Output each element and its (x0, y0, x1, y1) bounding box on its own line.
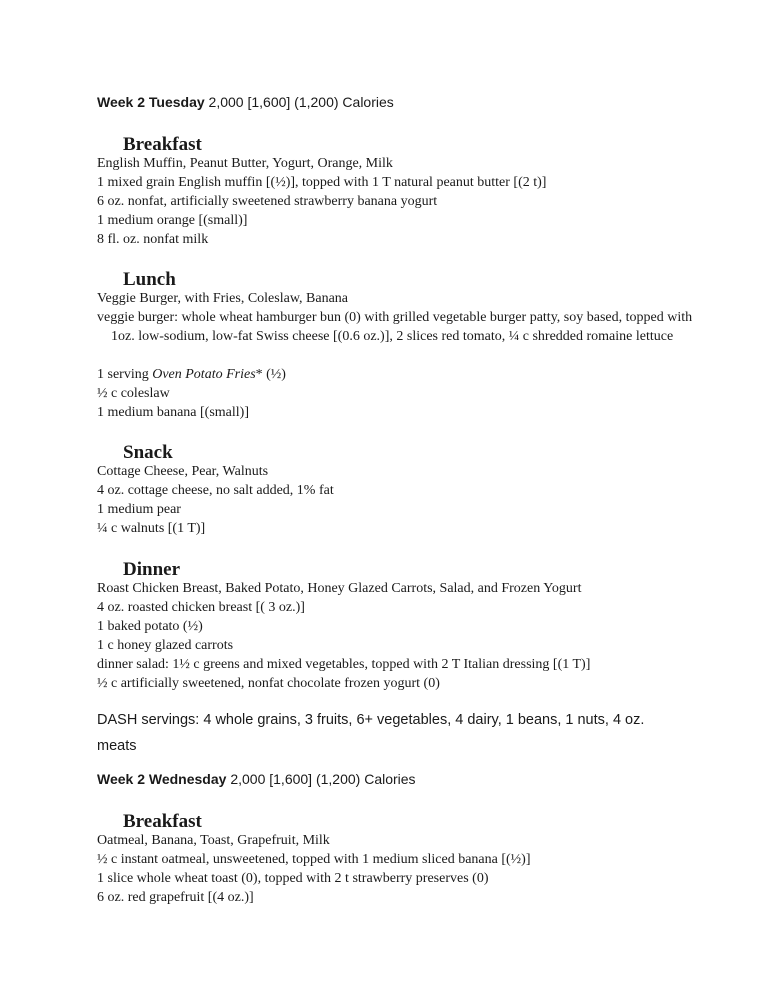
food-item: 6 oz. red grapefruit [(4 oz.)] (97, 890, 254, 905)
fries-suffix: * (½) (255, 367, 286, 382)
meal-summary: Veggie Burger, with Fries, Coleslaw, Banana (97, 291, 349, 306)
food-item: 1 mixed grain English muffin [(½)], topped with 1 T natural peanut butter [(2 t)] (97, 175, 547, 190)
food-item: 4 oz. cottage cheese, no salt added, 1% fat (97, 483, 334, 498)
food-item: ½ c coleslaw (97, 386, 170, 401)
dash-servings: DASH servings: 4 whole grains, 3 fruits, 6+ vegetables, 4 dairy, 1 beans, 1 nuts, 4 oz. meats (97, 712, 645, 754)
day-title: Week 2 Tuesday (97, 94, 205, 110)
food-item: 1 medium pear (97, 502, 181, 517)
meal-title-breakfast: Breakfast (123, 134, 202, 155)
food-item-fries (97, 365, 687, 384)
food-item: 1 medium banana [(small)] (97, 405, 250, 420)
food-item: ½ c instant oatmeal, unsweetened, topped with 1 medium sliced banana [(½)] (97, 852, 531, 867)
recipe-name: Oven Potato Fries (152, 367, 256, 382)
fries-prefix: 1 serving (97, 367, 153, 382)
food-item: 1 slice whole wheat toast (0), topped with 2 t strawberry preserves (0) (97, 871, 489, 886)
food-item: ½ c artificially sweetened, nonfat chocolate frozen yogurt (0) (97, 676, 440, 691)
meal-title-snack: Snack (123, 442, 173, 463)
day-header-wednesday (97, 770, 416, 788)
meal-title-lunch: Lunch (123, 269, 176, 290)
food-item: ¼ c walnuts [(1 T)] (97, 521, 206, 536)
food-item: 1 baked potato (½) (97, 619, 203, 634)
food-item: 1 c honey glazed carrots (97, 638, 234, 653)
food-item: 1 medium orange [(small)] (97, 213, 248, 228)
meal-summary: Oatmeal, Banana, Toast, Grapefruit, Milk (97, 833, 330, 848)
food-item: 8 fl. oz. nonfat milk (97, 232, 209, 247)
meal-title-breakfast: Breakfast (123, 811, 202, 832)
meal-title-dinner: Dinner (123, 559, 180, 580)
meal-summary: Cottage Cheese, Pear, Walnuts (97, 464, 269, 479)
food-item: veggie burger: whole wheat hamburger bun (0) with grilled vegetable burger patty, soy based, topped with 1oz. low-sodium, low-fat Swiss cheese [(0.6 oz.)], 2 slices red tomato, ¼ c shredded romaine lettuce (97, 310, 693, 344)
meal-summary: English Muffin, Peanut Butter, Yogurt, Orange, Milk (97, 156, 393, 171)
food-item: 4 oz. roasted chicken breast [( 3 oz.)] (97, 600, 305, 615)
meal-summary: Roast Chicken Breast, Baked Potato, Honey Glazed Carrots, Salad, and Frozen Yogurt (97, 581, 582, 596)
calorie-levels: 2,000 [1,600] (1,200) Calories (226, 771, 416, 787)
day-title: Week 2 Wednesday (97, 771, 227, 787)
food-item: 6 oz. nonfat, artificially sweetened strawberry banana yogurt (97, 194, 438, 209)
food-item: dinner salad: 1½ c greens and mixed vegetables, topped with 2 T Italian dressing [(1 T)] (97, 657, 591, 672)
calorie-levels: 2,000 [1,600] (1,200) Calories (204, 94, 394, 110)
day-header-tuesday (97, 93, 394, 111)
